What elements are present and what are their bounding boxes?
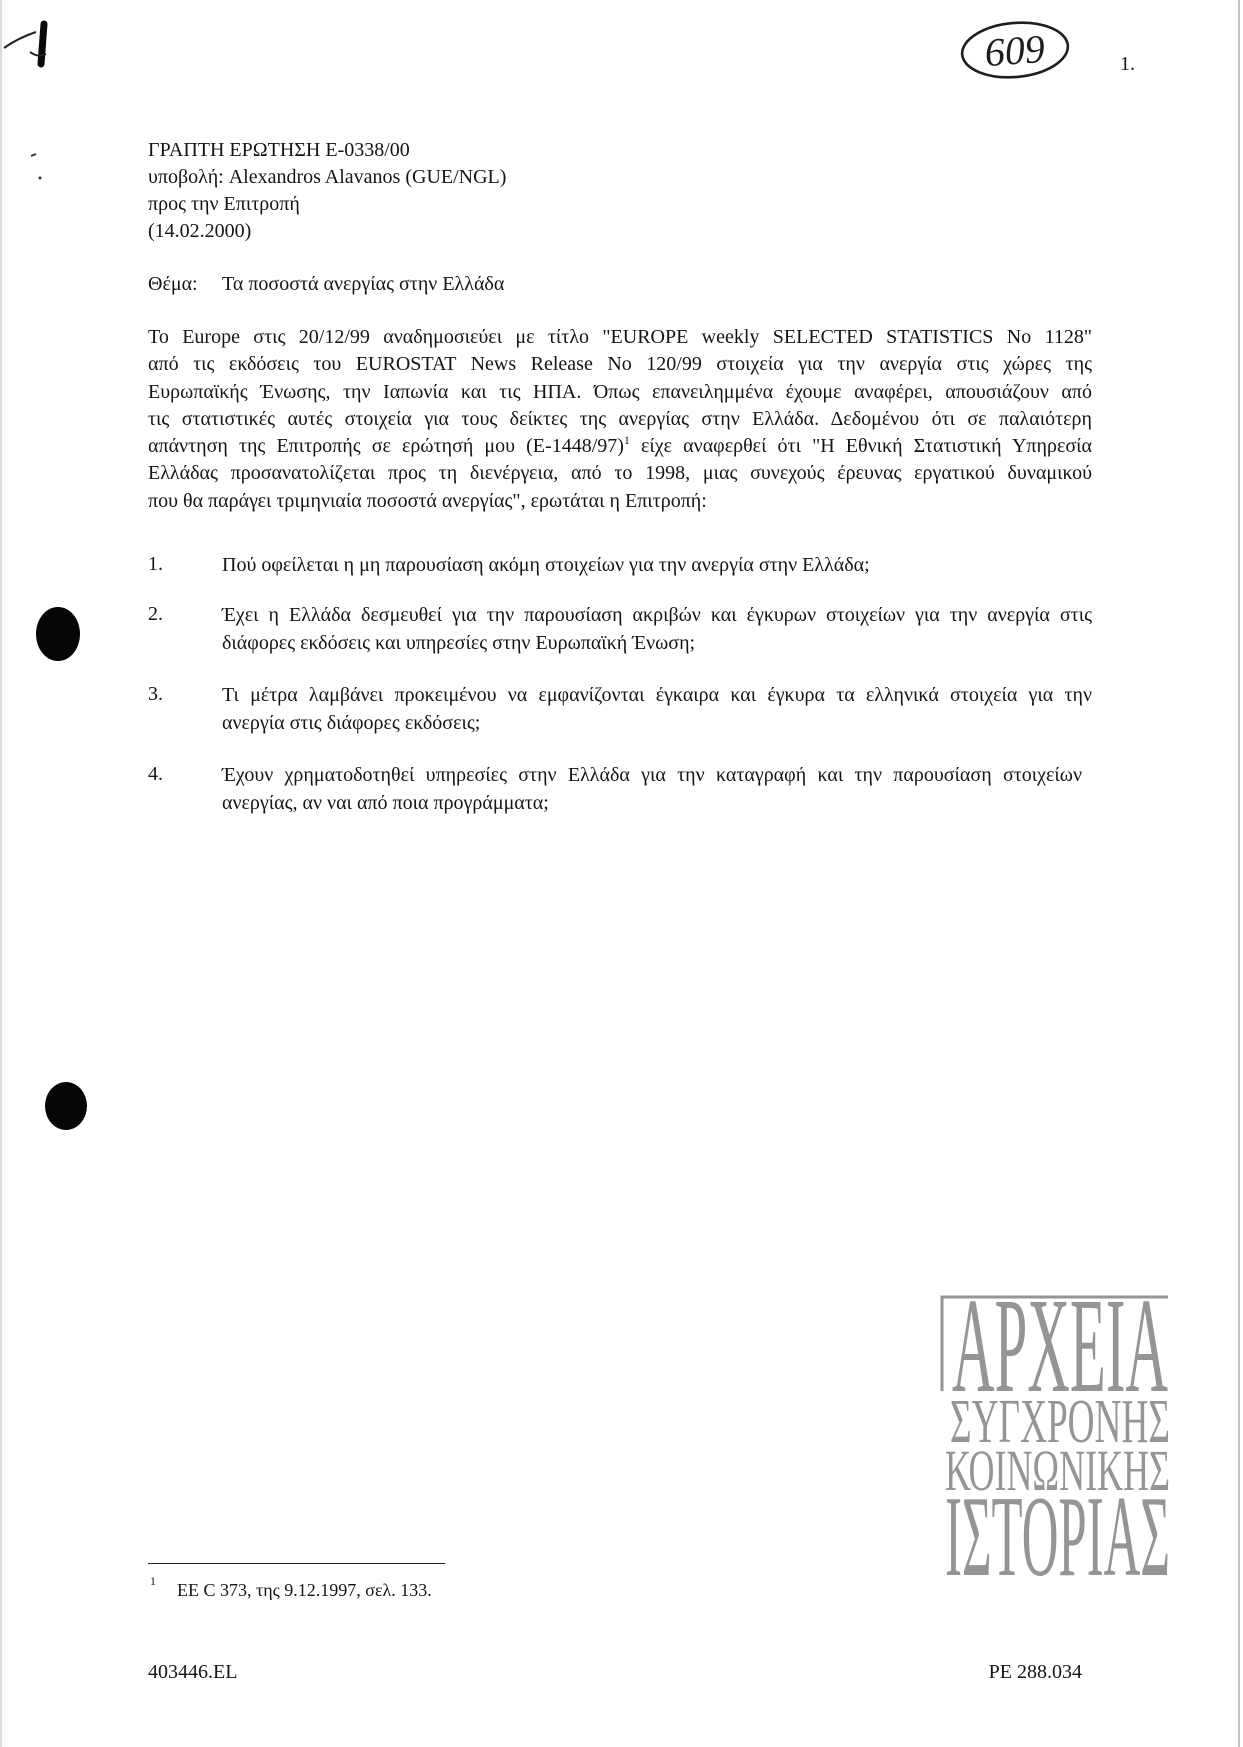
question-title: ΓΡΑΠΤΗ ΕΡΩΤΗΣΗ E-0338/00 [148,139,410,161]
question-text [222,601,1092,657]
body-line: τις στατιστικές αυτές στοιχεία για τους δείκτες της ανεργίας στην Ελλάδα. Δεδομένου ότι σε παλαιότερη [148,407,1092,430]
body-line: Ευρωπαϊκής Ένωσης, την Ιαπωνία και τις ΗΠΑ. Όπως επανειλημμένα έχουμε αναφέρει, απουσιάζουν από [148,380,1092,403]
punch-hole [45,1082,87,1130]
question-number: 3. [148,683,163,705]
body-line: που θα παράγει τριμηνιαία ποσοστά ανεργίας", ερωτάται η Επιτροπή: [148,489,707,512]
question-line: Έχει η Ελλάδα δεσμευθεί για την παρουσίαση ακριβών και έγκυρων στοιχείων για την ανεργία στις [222,604,1092,626]
subject-text: Τα ποσοστά ανεργίας στην Ελλάδα [222,273,505,295]
stamp-line-archives: ΑΡΧΕΙΑ [952,1271,1168,1421]
subject-label: Θέμα: [148,273,198,295]
punch-hole [36,607,80,661]
scan-left-edge [0,0,2,1747]
body-paragraph [148,324,1092,515]
addressee: προς την Επιτροπή [148,193,300,215]
question-date: (14.02.2000) [148,220,252,242]
scan-right-edge [1238,0,1240,1747]
handwritten-page-annotation [955,14,1075,90]
question-line: διάφορες εκδόσεις και υπηρεσίες στην Ευρωπαϊκή Ένωση; [222,632,696,654]
question-line: Πού οφείλεται η μη παρουσίαση ακόμη στοιχείων για την ανεργία στην Ελλάδα; [222,554,870,576]
question-line: Τι μέτρα λαμβάνει προκειμένου να εμφανίζονται έγκαιρα και έγκυρα τα ελληνικά στοιχεία για την [222,684,1092,706]
stamp-line-history: ΙΣΤΟΡΙΑΣ [945,1473,1170,1601]
question-number: 4. [148,763,163,785]
stamp-line-social: ΚΟΙΝΩΝΙΚΗΣ [945,1438,1170,1503]
document-code: 403446.EL [148,1661,238,1683]
footnote-marker: 1 [150,1574,156,1588]
handwritten-number: 609 [983,25,1047,76]
body-line: Ελλάδας προσανατολίζεται προς τη διενέργεια, από το 1998, μιας συνεχούς έρευνας εργατικού δυναμικού [148,462,1092,485]
body-line-with-footnote [148,433,1092,460]
pen-scribble-mark [0,18,60,78]
body-line: Το Europe στις 20/12/99 αναδημοσιεύει με τίτλο "EUROPE weekly SELECTED STATISTICS No 1128" [148,326,1092,348]
question-number: 2. [148,603,163,625]
archive-stamp [930,1271,1180,1601]
question-text [222,681,1092,737]
body-line-text: απάντηση της Επιτροπής σε ερώτησή μου (E-1448/97) [148,435,624,458]
body-line: από τις εκδόσεις του EUROSTAT News Release No 120/99 στοιχεία για την ανεργία στις χώρες της [148,353,1092,376]
stamp-line-contemporary: ΣΥΓΧΡΟΝΗΣ [950,1388,1170,1456]
footnote-separator [148,1563,445,1564]
question-line: ανεργία στις διάφορες εκδόσεις; [222,712,481,734]
question-text [222,551,1092,579]
footnote-text: EE C 373, της 9.12.1997, σελ. 133. [177,1580,432,1600]
margin-specks [28,152,48,184]
question-text [222,761,1082,817]
question-number: 1. [148,553,163,575]
question-line: Έχουν χρηματοδοτηθεί υπηρεσίες στην Ελλάδα για την καταγραφή και την παρουσίαση στοιχείων [222,764,1082,786]
question-header [148,137,506,245]
footnote-reference: 1 [623,433,630,448]
body-line-text: είχε αναφερθεί ότι "Η Εθνική Στατιστική Υπηρεσία [629,435,1092,458]
page-number: 1. [1120,53,1135,75]
question-line: ανεργίας, αν ναι από ποια προγράμματα; [222,792,549,814]
submitted-by: υποβολή: Alexandros Alavanos (GUE/NGL) [148,166,507,188]
document-reference: PE 288.034 [988,1661,1082,1683]
